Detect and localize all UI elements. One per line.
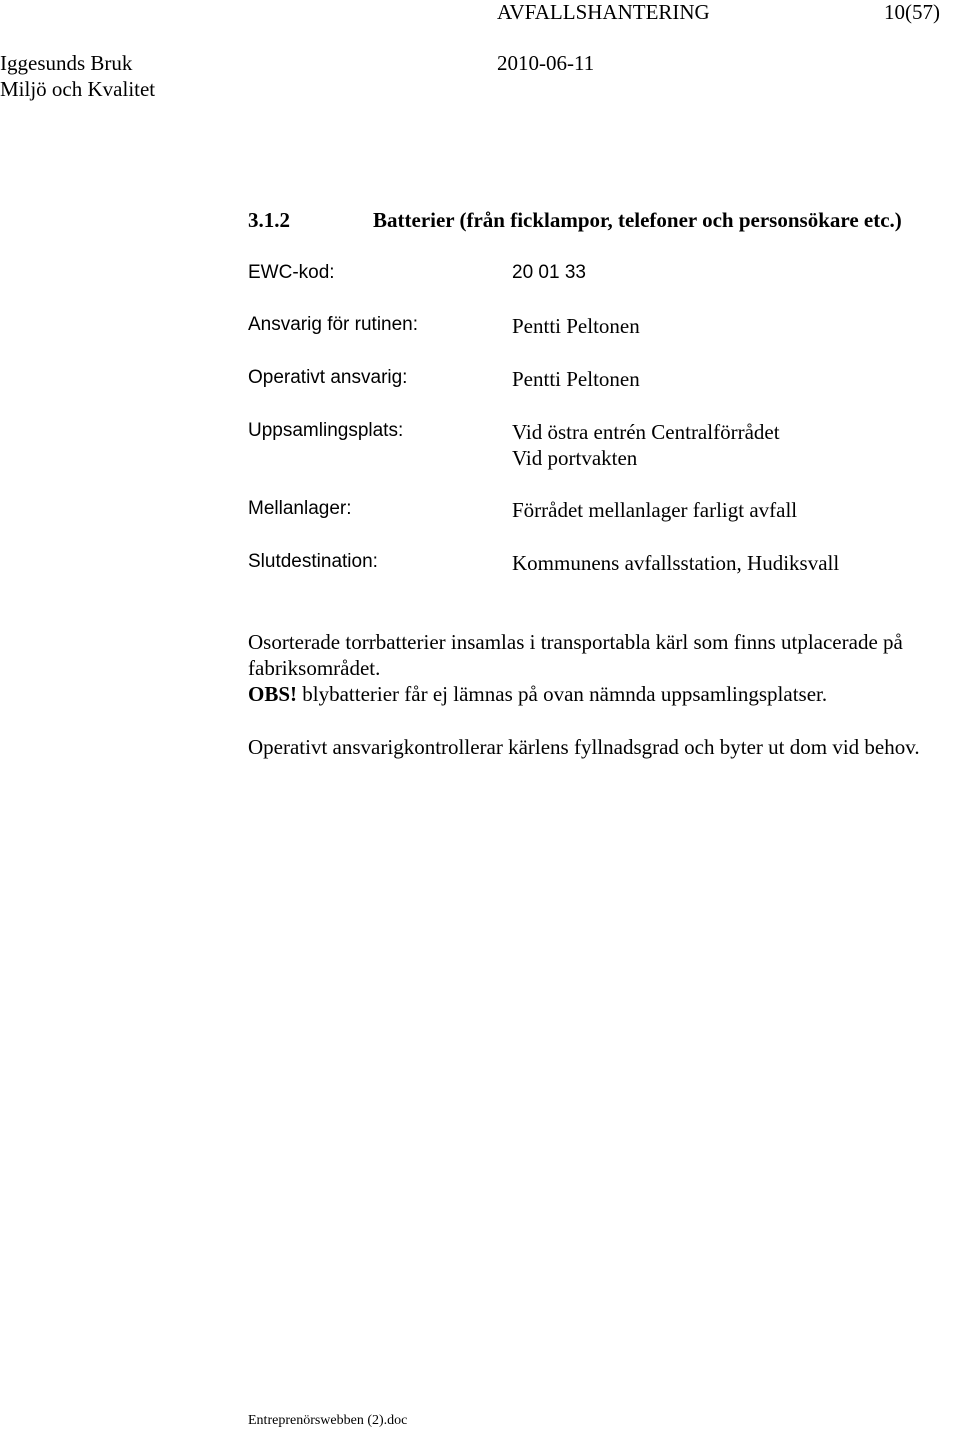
field-value-collection-point: Vid östra entrén Centralförrådet (512, 420, 780, 444)
section-number: 3.1.2 (248, 208, 290, 232)
field-value-final-destination: Kommunens avfallsstation, Hudiksvall (512, 551, 840, 575)
field-value-operative: Pentti Peltonen (512, 367, 640, 391)
document-title: AVFALLSHANTERING (497, 0, 710, 24)
footer-filename: Entreprenörswebben (2).doc (248, 1413, 408, 1428)
field-value-intermediate-storage: Förrådet mellanlager farligt avfall (512, 498, 798, 522)
field-label-ewc: EWC-kod: (248, 262, 335, 283)
field-label-collection-point: Uppsamlingsplats: (248, 420, 404, 441)
company-name: Iggesunds Bruk (0, 51, 133, 75)
obs-text: blybatterier får ej lämnas på ovan nämnda uppsamlingsplatser. (297, 682, 828, 706)
field-value-collection-point-2: Vid portvakten (512, 446, 638, 470)
paragraph-collection: Osorterade torrbatterier insamlas i transportabla kärl som finns utplacerade på fabriksområdet. (248, 630, 903, 680)
department-name: Miljö och Kvalitet (0, 77, 156, 101)
field-label-intermediate-storage: Mellanlager: (248, 498, 352, 519)
page-number: 10(57) (884, 0, 940, 24)
obs-label: OBS! (248, 682, 298, 706)
field-label-operative: Operativt ansvarig: (248, 367, 408, 388)
document-date: 2010-06-11 (497, 51, 595, 75)
paragraph-operative: Operativt ansvarigkontrollerar kärlens fyllnadsgrad och byter ut dom vid behov. (248, 735, 920, 759)
paragraph-obs (248, 681, 960, 707)
field-value-ewc: 20 01 33 (512, 262, 586, 283)
field-value-responsible: Pentti Peltonen (512, 314, 640, 338)
field-label-final-destination: Slutdestination: (248, 551, 378, 572)
field-label-responsible: Ansvarig för rutinen: (248, 314, 419, 335)
section-title: Batterier (från ficklampor, telefoner och personsökare etc.) (373, 208, 902, 232)
